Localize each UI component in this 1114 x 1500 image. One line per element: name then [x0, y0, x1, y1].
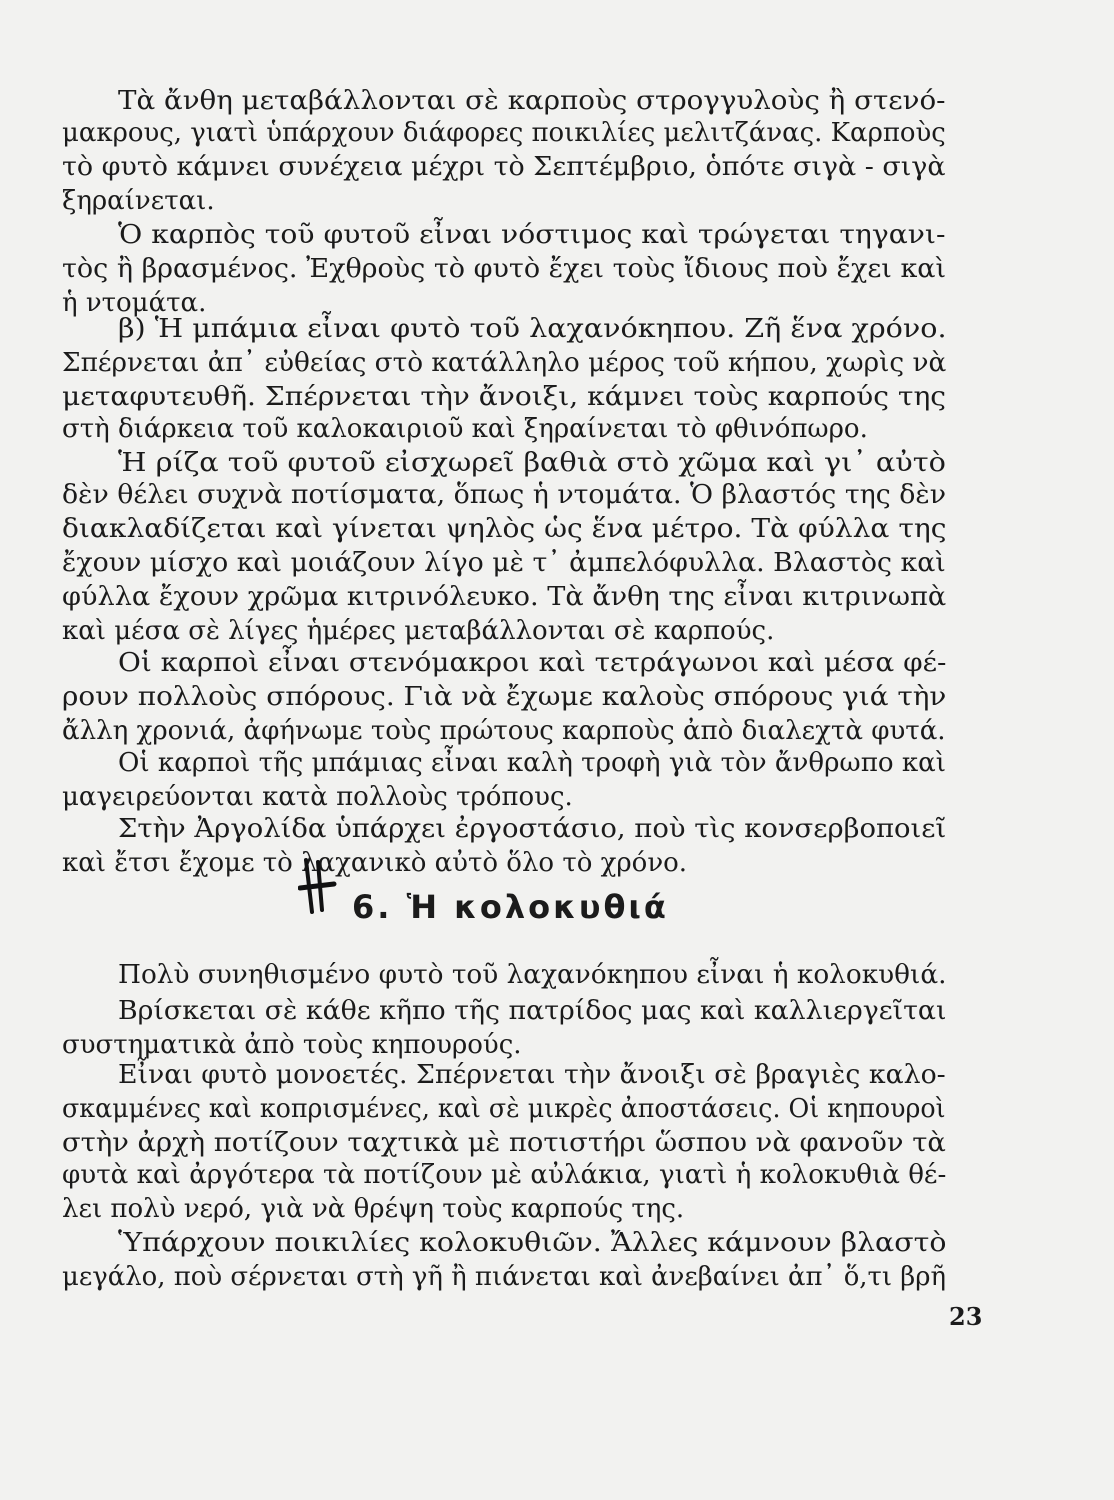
- text-line: καὶ μέσα σὲ λίγες ἡμέρες μεταβάλλονται σὲ καρπούς.: [62, 616, 775, 646]
- text-line: μεγάλο, ποὺ σέρνεται στὴ γῆ ἢ πιάνεται καὶ ἀνεβαίνει ἀπ᾿ ὅ,τι βρῆ: [62, 1262, 947, 1292]
- text-line: στὴ διάρκεια τοῦ καλοκαιριοῦ καὶ ξηραίνεται τὸ φθινόπωρο.: [62, 414, 868, 444]
- text-line: δὲν θέλει συχνὰ ποτίσματα, ὅπως ἡ ντομάτα. Ὁ βλαστός της δὲν: [62, 480, 946, 510]
- text-line: λει πολὺ νερό, γιὰ νὰ θρέψη τοὺς καρπούς της.: [62, 1194, 685, 1224]
- text-line: φυτὰ καὶ ἀργότερα τὰ ποτίζουν μὲ αὐλάκια, γιατὶ ἡ κολοκυθιὰ θέ-: [62, 1160, 947, 1190]
- text-line: καὶ ἔτσι ἔχομε τὸ λαχανικὸ αὐτὸ ὅλο τὸ χρόνο.: [62, 848, 688, 878]
- text-line: σκαμμένες καὶ κοπρισμένες, καὶ σὲ μικρὲς ἀποστάσεις. Οἱ κηπουροὶ: [62, 1094, 946, 1124]
- text-line: ἔχουν μίσχο καὶ μοιάζουν λίγο μὲ τ᾿ ἀμπελόφυλλα. Βλαστὸς καὶ: [62, 548, 946, 578]
- text-line: Ὑπάρχουν ποικιλίες κολοκυθιῶν. Ἄλλες κάμνουν βλαστὸ: [118, 1228, 947, 1258]
- page-number: 23: [949, 1302, 983, 1331]
- text-line: Βρίσκεται σὲ κάθε κῆπο τῆς πατρίδος μας καὶ καλλιεργεῖται: [118, 996, 947, 1026]
- text-line: στὴν ἀρχὴ ποτίζουν ταχτικὰ μὲ ποτιστήρι ὥσπου νὰ φανοῦν τὰ: [62, 1128, 946, 1158]
- text-line: μακρους, γιατὶ ὑπάρχουν διάφορες ποικιλίες μελιτζάνας. Καρποὺς: [62, 118, 946, 148]
- text-line: τὸ φυτὸ κάμνει συνέχεια μέχρι τὸ Σεπτέμβριο, ὁπότε σιγὰ - σιγὰ: [62, 152, 946, 182]
- text-line: ἄλλη χρονιά, ἀφήνωμε τοὺς πρώτους καρποὺς ἀπὸ διαλεχτὰ φυτά.: [62, 716, 946, 746]
- text-line: φύλλα ἔχουν χρῶμα κιτρινόλευκο. Τὰ ἄνθη της εἶναι κιτρινωπὰ: [62, 582, 947, 612]
- text-line: Ἡ ρίζα τοῦ φυτοῦ εἰσχωρεῖ βαθιὰ στὸ χῶμα καὶ γι᾿ αὐτὸ: [118, 448, 946, 478]
- text-line: μεταφυτευθῆ. Σπέρνεται τὴν ἄνοιξι, κάμνει τοὺς καρπούς της: [62, 382, 947, 412]
- text-line: β) Ἡ μπάμια εἶναι φυτὸ τοῦ λαχανόκηπου. Ζῆ ἕνα χρόνο.: [118, 314, 947, 344]
- text-line: συστηματικὰ ἀπὸ τοὺς κηπουρούς.: [62, 1030, 522, 1060]
- text-line: τὸς ἢ βρασμένος. Ἐχθροὺς τὸ φυτὸ ἔχει τοὺς ἴδιους ποὺ ἔχει καὶ: [62, 254, 947, 284]
- text-line: μαγειρεύονται κατὰ πολλοὺς τρόπους.: [62, 782, 573, 812]
- text-line: Οἱ καρποὶ εἶναι στενόμακροι καὶ τετράγωνοι καὶ μέσα φέ-: [118, 648, 947, 678]
- text-line: Σπέρνεται ἀπ᾿ εὐθείας στὸ κατάλληλο μέρος τοῦ κήπου, χωρὶς νὰ: [62, 348, 947, 378]
- text-line: διακλαδίζεται καὶ γίνεται ψηλὸς ὡς ἕνα μέτρο. Τὰ φύλλα της: [62, 514, 947, 544]
- text-line: Τὰ ἄνθη μεταβάλλονται σὲ καρποὺς στρογγυλοὺς ἢ στενό-: [118, 86, 946, 116]
- section-heading: 6. Ἡ κολοκυθιά: [352, 888, 669, 926]
- text-line: Εἶναι φυτὸ μονοετές. Σπέρνεται τὴν ἄνοιξι σὲ βραγιὲς καλο-: [118, 1060, 946, 1090]
- text-line: ἡ ντομάτα.: [62, 288, 207, 318]
- text-line: ξηραίνεται.: [62, 186, 215, 216]
- text-line: Ὁ καρπὸς τοῦ φυτοῦ εἶναι νόστιμος καὶ τρώγεται τηγανι-: [118, 220, 946, 250]
- text-line: Στὴν Ἀργολίδα ὑπάρχει ἐργοστάσιο, ποὺ τὶς κονσερβοποιεῖ: [118, 814, 947, 844]
- text-line: ρουν πολλοὺς σπόρους. Γιὰ νὰ ἔχωμε καλοὺς σπόρους γιά τὴν: [62, 682, 947, 712]
- text-line: Οἱ καρποὶ τῆς μπάμιας εἶναι καλὴ τροφὴ γιὰ τὸν ἄνθρωπο καὶ: [118, 748, 947, 778]
- text-line: Πολὺ συνηθισμένο φυτὸ τοῦ λαχανόκηπου εἶναι ἡ κολοκυθιά.: [118, 960, 947, 990]
- handwritten-mark-icon: [298, 856, 338, 916]
